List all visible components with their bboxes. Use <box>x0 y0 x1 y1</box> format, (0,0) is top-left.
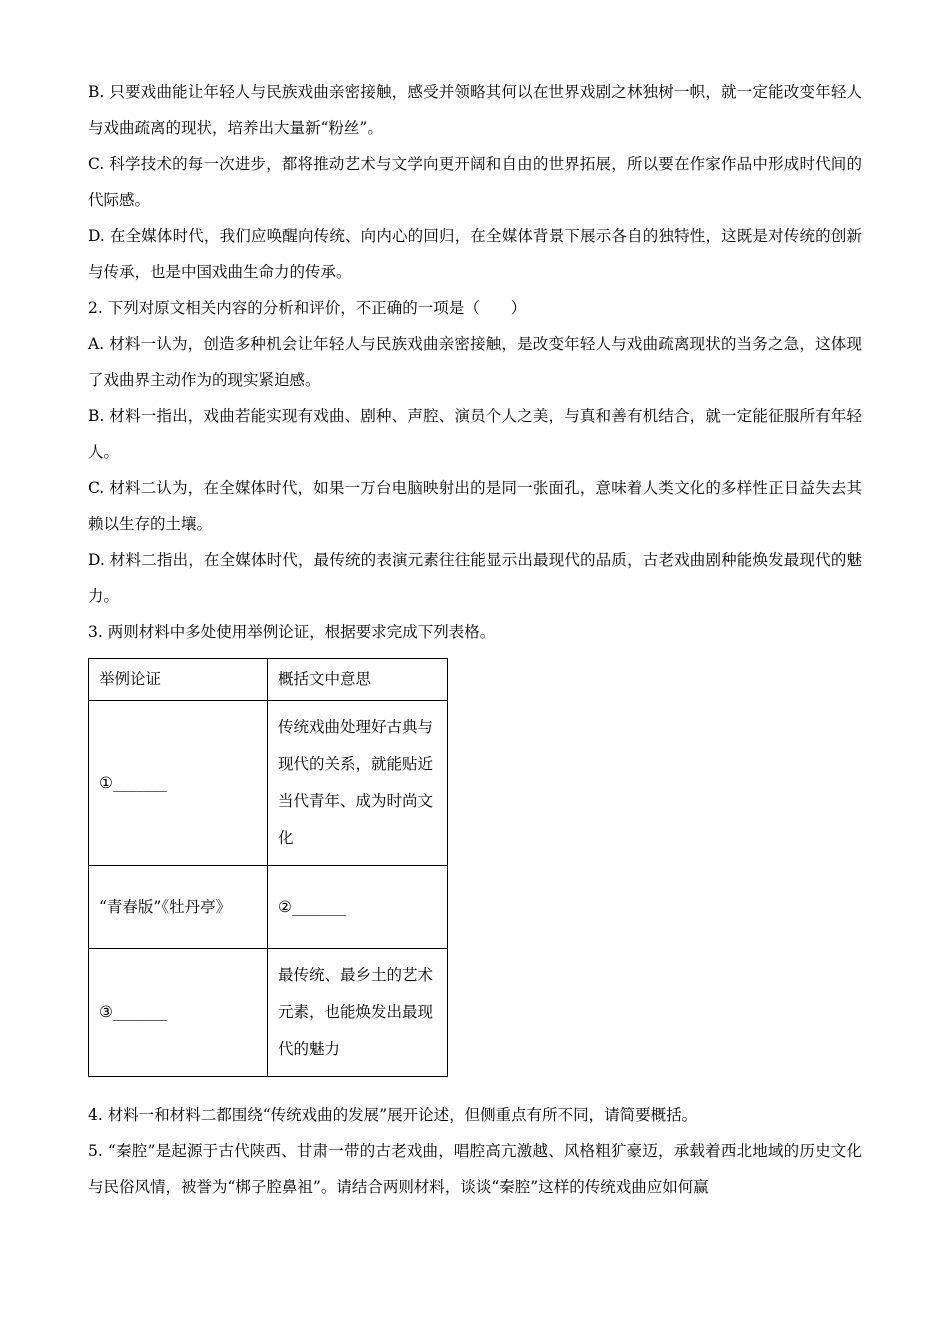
table-header-cell: 概括文中意思 <box>268 659 448 701</box>
table-cell: 最传统、最乡土的艺术元素，也能焕发出最现代的魅力 <box>268 949 448 1077</box>
table-row <box>89 866 448 949</box>
q1-option-c: C. 科学技术的每一次进步，都将推动艺术与文学向更开阔和自由的世界拓展，所以要在作家作品中形成时代间的代际感。 <box>88 155 862 209</box>
table-row <box>89 949 448 1077</box>
q4-stem: 4. 材料一和材料二都围绕“传统戏曲的发展”展开论述，但侧重点有所不同，请简要概括。 <box>88 1106 698 1124</box>
q5-stem: 5. “秦腔”是起源于古代陕西、甘肃一带的古老戏曲，唱腔高亢激越、风格粗犷豪迈，承载着西北地域的历史文化与民俗风情，被誉为“梆子腔鼻祖”。请结合两则材料，谈谈“秦腔”这样的传统戏曲应如何赢 <box>88 1142 862 1196</box>
q1-option-b: B. 只要戏曲能让年轻人与民族戏曲亲密接触，感受并领略其何以在世界戏剧之林独树一帜，就一定能改变年轻人与戏曲疏离的现状，培养出大量新“粉丝”。 <box>88 83 862 137</box>
table-row <box>89 701 448 866</box>
table-cell: “青春版”《牡丹亭》 <box>89 866 268 949</box>
q2-option-d: D. 材料二指出，在全媒体时代，最传统的表演元素往往能显示出最现代的品质，古老戏曲剧种能焕发最现代的魅力。 <box>88 551 862 605</box>
table-cell-blank-1[interactable]: ①_______ <box>89 701 268 866</box>
table-header-cell: 举例论证 <box>89 659 268 701</box>
document-body <box>88 74 862 1205</box>
q3-table <box>88 658 448 1077</box>
table-cell: 传统戏曲处理好古典与现代的关系，就能贴近当代青年、成为时尚文化 <box>268 701 448 866</box>
table-header-row <box>89 659 448 701</box>
q3-stem: 3. 两则材料中多处使用举例论证，根据要求完成下列表格。 <box>88 623 496 641</box>
q2-stem: 2. 下列对原文相关内容的分析和评价，不正确的一项是（ ） <box>88 299 527 317</box>
q2-option-c: C. 材料二认为，在全媒体时代，如果一万台电脑映射出的是同一张面孔，意味着人类文化的多样性正日益失去其赖以生存的土壤。 <box>88 479 862 533</box>
table-cell-blank-2[interactable]: ②_______ <box>268 866 448 949</box>
q2-option-a: A. 材料一认为，创造多种机会让年轻人与民族戏曲亲密接触，是改变年轻人与戏曲疏离现状的当务之急，这体现了戏曲界主动作为的现实紧迫感。 <box>88 335 862 389</box>
q2-option-b: B. 材料一指出，戏曲若能实现有戏曲、剧种、声腔、演员个人之美，与真和善有机结合，就一定能征服所有年轻人。 <box>88 407 862 461</box>
table-cell-blank-3[interactable]: ③_______ <box>89 949 268 1077</box>
q1-option-d: D. 在全媒体时代，我们应唤醒向传统、向内心的回归，在全媒体背景下展示各自的独特性，这既是对传统的创新与传承，也是中国戏曲生命力的传承。 <box>88 227 862 281</box>
